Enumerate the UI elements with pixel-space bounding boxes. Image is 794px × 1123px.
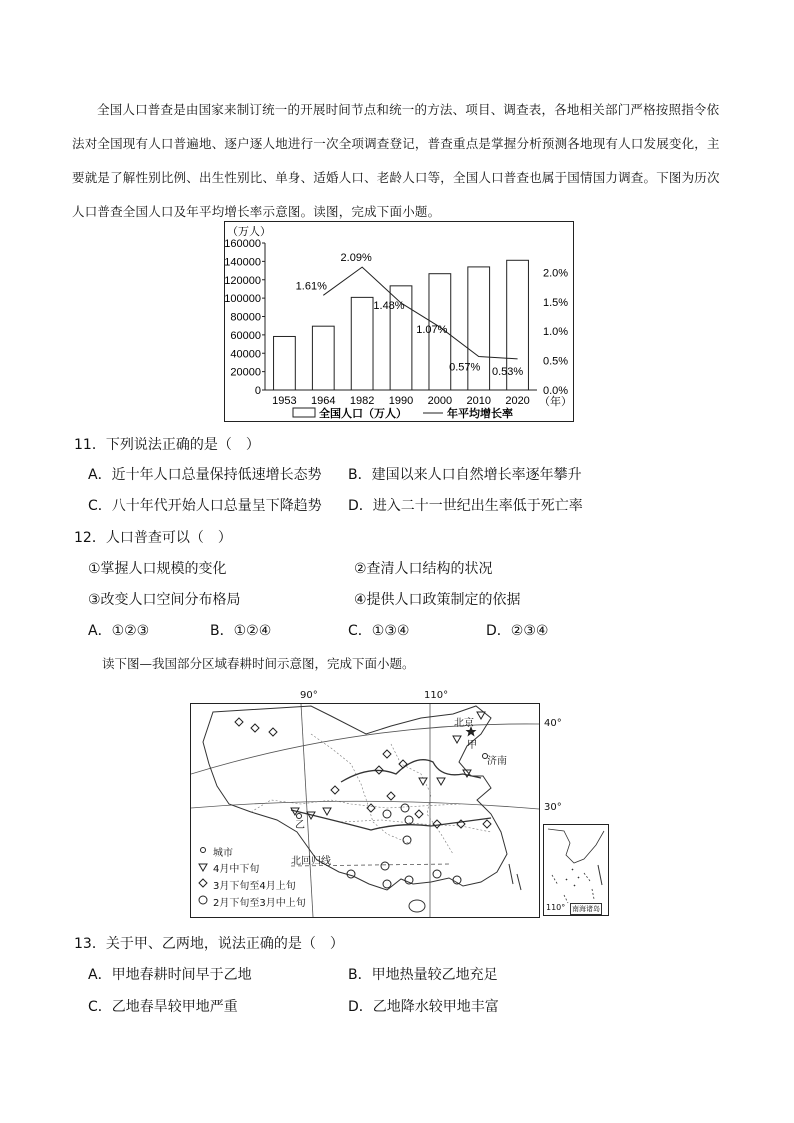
legend-city-symbol — [201, 848, 206, 853]
bar — [351, 297, 373, 390]
growth-rate-label: 1.61% — [295, 280, 327, 293]
x-tick-label: 1964 — [311, 395, 336, 407]
legend-bar-label: 全国人口（万人） — [319, 408, 407, 420]
y-tick-label: 120000 — [225, 274, 261, 287]
x-tick-label: 2010 — [466, 395, 491, 407]
q12-option-c[interactable]: C．①③④ — [348, 623, 410, 639]
y-tick-label: 140000 — [225, 256, 261, 269]
province-border — [251, 800, 461, 812]
legend-bar-swatch — [293, 408, 315, 417]
q12-option-a[interactable]: A．①②③ — [88, 623, 150, 639]
legend-mar-label: 3月下旬至4月上旬 — [213, 881, 296, 892]
meridian-90 — [301, 704, 313, 917]
growth-rate-label: 0.53% — [491, 365, 524, 378]
south-china-sea-inset — [543, 824, 609, 916]
legend-mar-symbol — [199, 879, 207, 887]
jia-label: 甲 — [467, 740, 477, 751]
y2-tick-label: 0.5% — [543, 355, 569, 368]
x-unit-label: （年） — [539, 396, 572, 408]
q12-option-d[interactable]: D．②③④ — [486, 623, 549, 639]
legend-apr-symbol — [199, 864, 207, 871]
longitude-90-label: 90° — [300, 690, 318, 701]
population-chart — [224, 221, 574, 422]
province-border — [391, 744, 453, 854]
growth-rate-label: 1.48% — [373, 299, 405, 312]
intro-paragraph — [72, 93, 722, 229]
q13-option-d[interactable]: D．乙地降水较甲地丰富 — [348, 999, 499, 1015]
x-tick-label: 2020 — [505, 395, 530, 407]
tropic-label: 北回归线 — [291, 856, 331, 867]
longitude-110-label: 110° — [424, 690, 449, 701]
q11-option-a[interactable]: A．近十年人口总量保持低速增长态势 — [88, 467, 322, 483]
x-tick-label: 1953 — [272, 395, 297, 407]
bar — [312, 326, 334, 390]
q13-option-b[interactable]: B．甲地热量较乙地充足 — [348, 967, 498, 983]
question-12-stem: 12．人口普查可以（ ） — [74, 530, 232, 546]
y-tick-label: 40000 — [230, 348, 261, 361]
y-tick-label: 100000 — [225, 293, 261, 306]
parallel-30 — [191, 801, 539, 809]
q11-option-b[interactable]: B．建国以来人口自然增长率逐年攀升 — [348, 467, 582, 483]
inset-svg — [544, 825, 608, 915]
latitude-30-label: 30° — [544, 802, 562, 813]
y-tick-label: 20000 — [230, 366, 261, 379]
map-intro: 读下图—我国部分区域春耕时间示意图，完成下面小题。 — [102, 656, 415, 671]
latitude-40-label: 40° — [544, 718, 562, 729]
legend-feb-label: 2月下旬至3月中上旬 — [213, 898, 306, 909]
q12-statement-3: ③改变人口空间分布格局 — [88, 592, 241, 608]
x-tick-label: 2000 — [427, 395, 453, 407]
q12-statement-1: ①掌握人口规模的变化 — [88, 561, 227, 577]
symbols-feb — [347, 804, 461, 888]
growth-rate-label: 0.57% — [449, 361, 481, 374]
beijing-label: 北京 — [454, 718, 474, 729]
x-tick-label: 1982 — [349, 395, 375, 407]
y-tick-label: 60000 — [230, 329, 261, 342]
bar — [274, 336, 296, 390]
jinan-label: 济南 — [487, 756, 507, 767]
taiwan-island — [509, 864, 521, 890]
q13-option-a[interactable]: A．甲地春耕时间早于乙地 — [88, 967, 252, 983]
y-tick-label: 80000 — [230, 311, 261, 324]
y-axis-label: （万人） — [227, 226, 271, 238]
y2-tick-label: 0.0% — [543, 385, 569, 397]
growth-rate-label: 2.09% — [340, 252, 372, 265]
inset-longitude-label: 110° — [546, 903, 566, 912]
growth-rate-label: 1.07% — [416, 324, 448, 337]
y-tick-label: 0 — [254, 385, 261, 397]
legend-feb-symbol — [199, 896, 207, 904]
y2-tick-label: 2.0% — [543, 267, 569, 280]
q12-option-b[interactable]: B．①②④ — [210, 623, 272, 639]
spring-plowing-map — [190, 703, 540, 918]
y-tick-label: 160000 — [225, 238, 261, 250]
province-border — [341, 820, 491, 832]
yi-label: 乙 — [295, 820, 305, 831]
question-13-stem: 13．关于甲、乙两地，说法正确的是（ ） — [74, 936, 344, 952]
q11-option-d[interactable]: D．进入二十一世纪出生率低于死亡率 — [348, 498, 583, 514]
y2-tick-label: 1.5% — [543, 296, 569, 309]
legend-city-label: 城市 — [213, 848, 233, 859]
legend-apr-label: 4月中下旬 — [213, 864, 260, 875]
question-11-stem: 11．下列说法正确的是（ ） — [74, 437, 260, 453]
q11-option-c[interactable]: C．八十年代开始人口总量呈下降趋势 — [88, 498, 322, 514]
legend-line-label: 年平均增长率 — [447, 408, 513, 420]
q12-statement-2: ②查清人口结构的状况 — [354, 561, 493, 577]
q13-option-c[interactable]: C．乙地春旱较甲地严重 — [88, 999, 238, 1015]
chart-svg — [225, 222, 573, 421]
x-tick-label: 1990 — [388, 395, 414, 407]
inset-title-label: 南海诸岛 — [572, 905, 600, 913]
hainan-island — [409, 900, 425, 912]
q12-statement-4: ④提供人口政策制定的依据 — [354, 592, 521, 608]
intro-text: 全国人口普查是由国家来制订统一的开展时间节点和统一的方法、项目、调查表，各地相关部门严格按照指令依法对全国现有人口普遍地、逐户逐人地进行一次全项调查登记，普查重点是掌握分析预测各地现有人口发展变化，主要就是了解性别比例、出生性别比、单身、适婚人口、老龄人口等，全国人口普查也属于国情国力调查。下图为历次人口普查全国人口及年平均增长率示意图。读图，完成下面小题。 — [72, 102, 720, 219]
y2-tick-label: 1.0% — [543, 326, 569, 339]
